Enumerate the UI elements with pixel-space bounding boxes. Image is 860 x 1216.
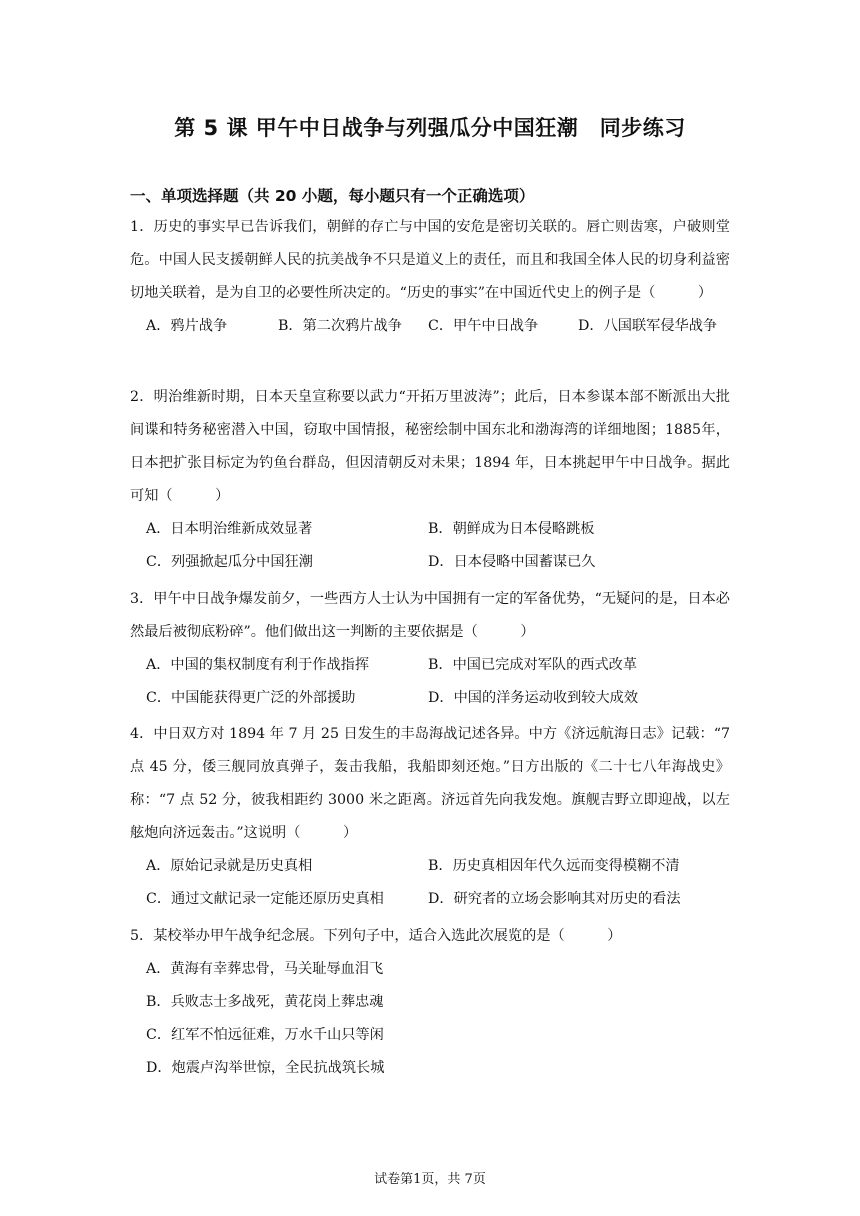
- option-c: C．通过文献记录一定能还原历史真相: [146, 891, 384, 907]
- option-d: D．中国的洋务运动收到较大成效: [428, 690, 639, 706]
- page-footer: 试卷第1页，共 7页: [374, 1172, 486, 1187]
- option-a: A．中国的集权制度有利于作战指挥: [146, 657, 370, 673]
- option-b: B．第二次鸦片战争: [278, 318, 402, 334]
- question-4: [130, 718, 730, 916]
- section-heading: 一、单项选择题（共 20 小题，每小题只有一个正确选项）: [130, 187, 535, 205]
- question-2: [130, 381, 730, 579]
- question-stem: 1．历史的事实早已告诉我们，朝鲜的存亡与中国的安危是密切关联的。唇亡则齿寒，户破则堂危。中国人民支援朝鲜人民的抗美战争不只是道义上的责任，而且和我国全体人民的切身利益密切地关联着，是为自卫的必要性所决定的。“历史的事实”在中国近代史上的例子是（ ）: [130, 219, 730, 301]
- question-1: [130, 211, 730, 343]
- question-3: [130, 583, 730, 715]
- options-list: [130, 953, 730, 1085]
- question-stem: 3．甲午中日战争爆发前夕，一些西方人士认为中国拥有一定的军备优势，“无疑问的是，日本必然最后被彻底粉碎”。他们做出这一判断的主要依据是（ ）: [130, 591, 730, 640]
- question-5: [130, 920, 730, 1085]
- option-c: C．列强掀起瓜分中国狂潮: [146, 554, 313, 570]
- options-grid: [130, 513, 730, 579]
- page-title: 第 5 课 甲午中日战争与列强瓜分中国狂潮 同步练习: [174, 116, 686, 140]
- option-b: B．兵败志士多战死，黄花岗上葬忠魂: [146, 994, 384, 1010]
- options-row: [130, 310, 730, 343]
- option-b: B．朝鲜成为日本侵略跳板: [428, 521, 595, 537]
- option-d: D．研究者的立场会影响其对历史的看法: [428, 891, 681, 907]
- option-a: A．鸦片战争: [146, 318, 228, 334]
- option-d: D．日本侵略中国蓄谋已久: [428, 554, 596, 570]
- option-b: B．中国已完成对军队的西式改革: [428, 657, 638, 673]
- option-a: A．黄海有幸葬忠骨，马关耻辱血泪飞: [146, 961, 384, 977]
- question-stem: 2．明治维新时期，日本天皇宣称要以武力“开拓万里波涛”；此后，日本参谋本部不断派出大批间谍和特务秘密潜入中国，窃取中国情报，秘密绘制中国东北和渤海湾的详细地图；1885年，日本把扩张目标定为钓鱼台群岛，但因清朝反对未果；1894 年，日本挑起甲午中日战争。据此可知（ ）: [130, 389, 730, 504]
- option-b: B．历史真相因年代久远而变得模糊不清: [428, 858, 680, 874]
- option-c: C．中国能获得更广泛的外部援助: [146, 690, 356, 706]
- options-grid: [130, 649, 730, 715]
- option-c: C．甲午中日战争: [428, 318, 539, 334]
- option-a: A．原始记录就是历史真相: [146, 858, 313, 874]
- options-grid: [130, 850, 730, 916]
- question-stem: 4．中日双方对 1894 年 7 月 25 日发生的丰岛海战记述各异。中方《济远航海日志》记载：“7 点 45 分，倭三舰同放真弹子，轰击我船，我船即刻还炮。”日方出版的《二十七八年海战史》称：“7 点 52 分，彼我相距约 3000 米之距离。济远首先向我发炮。旗舰吉野立即迎战，以左舷炮向济远轰击。”这说明（ ）: [130, 726, 730, 841]
- option-d: D．八国联军侵华战争: [578, 318, 718, 334]
- option-d: D．炮震卢沟举世惊，全民抗战筑长城: [146, 1060, 385, 1076]
- option-a: A．日本明治维新成效显著: [146, 521, 313, 537]
- option-c: C．红军不怕远征难，万水千山只等闲: [146, 1027, 384, 1043]
- question-stem: 5．某校举办甲午战争纪念展。下列句子中，适合入选此次展览的是（ ）: [130, 928, 622, 944]
